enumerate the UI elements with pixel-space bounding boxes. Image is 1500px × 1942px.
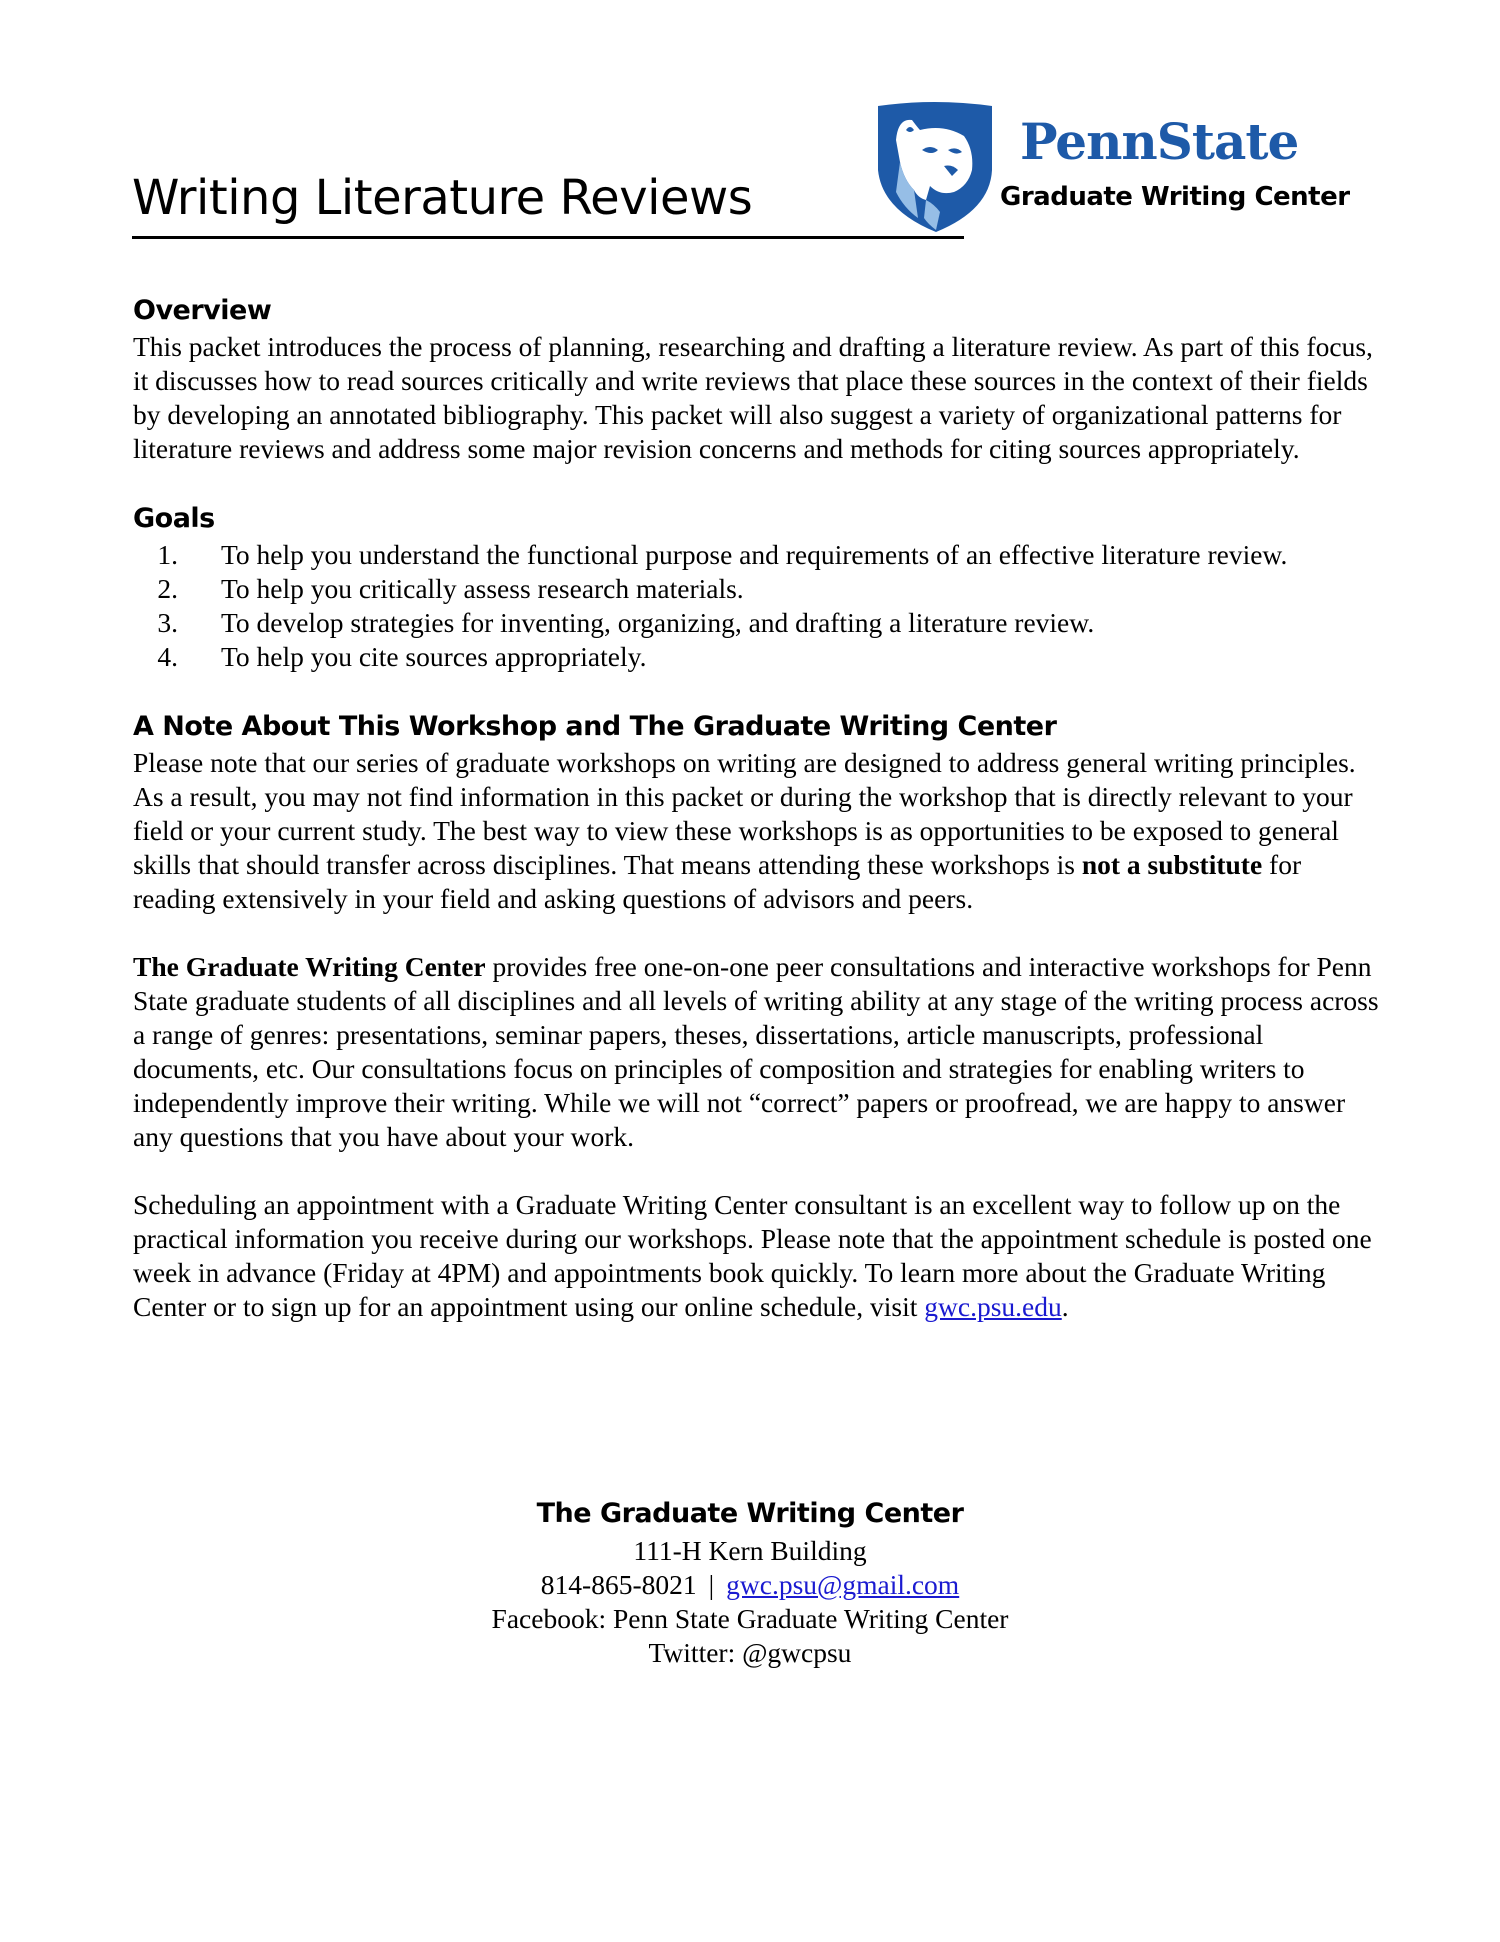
nittany-lion-shield-icon [874, 100, 996, 234]
separator: | [708, 1569, 715, 1600]
penn-state-gwc-logo [874, 100, 1354, 235]
footer-address: 111-H Kern Building [633, 1535, 867, 1566]
goal-number: 4. [157, 641, 178, 672]
overview-heading: Overview [133, 295, 272, 326]
workshop-note-heading: A Note About This Workshop and The Graduate Writing Center [133, 711, 1057, 742]
paragraph-spacer [133, 1154, 1383, 1188]
goals-section [133, 500, 1383, 674]
emphasis-text: not a substitute [1081, 849, 1263, 880]
main-content [133, 292, 1383, 1324]
paragraph-text: Scheduling an appointment with a Graduate Writing Center consultant is an excellent way to follow up on the practical information you receive during our workshops. Please note that the appointment schedule is posted one week in advance (Friday at 4PM) and appointments book quickly. To learn more about the Graduate Writing Center or to sign up for an appointment using our online schedule, visit [133, 1189, 1372, 1322]
footer-heading: The Graduate Writing Center [536, 1498, 964, 1529]
workshop-note-section [133, 708, 1383, 1324]
goal-item [133, 606, 1383, 640]
goal-number: 1. [157, 539, 178, 570]
goal-item [133, 640, 1383, 674]
goal-text: To help you critically assess research materials. [221, 573, 744, 604]
title-underline-divider [132, 236, 964, 239]
gwc-description-paragraph [133, 950, 1383, 1154]
scheduling-paragraph [133, 1188, 1383, 1324]
paragraph-text: . [1061, 1291, 1069, 1322]
goal-item [133, 572, 1383, 606]
penn-state-wordmark: PennState [1020, 112, 1299, 171]
goals-list [133, 538, 1383, 674]
paragraph-text: Please note that our series of graduate workshops on writing are designed to address general writing principles. As a result, you may not find information in this packet or during the workshop that is directly relevant to your field or your current study. The best way to view these workshops is as opportunities to be exposed to general skills that should transfer across disciplines. That means attending these workshops is [133, 747, 1356, 880]
workshop-note-paragraph [133, 746, 1383, 916]
goal-number: 2. [157, 573, 178, 604]
paragraph-text: provides free one-on-one peer consultations and interactive workshops for Penn State graduate students of all disciplines and all levels of writing ability at any stage of the writing process across a range of genres: presentations, seminar papers, theses, dissertations, article manuscripts, professional documents, etc. Our consultations focus on principles of composition and strategies for enabling writers to independently improve their writing. While we will not “correct” papers or proofread, we are happy to answer any questions that you have about your work. [133, 951, 1379, 1152]
goals-heading: Goals [133, 503, 215, 534]
goal-text: To help you cite sources appropriately. [221, 641, 647, 672]
footer-email-link[interactable]: gwc.psu@gmail.com [726, 1569, 960, 1600]
paragraph-spacer [133, 916, 1383, 950]
footer-phone: 814-865-8021 [540, 1569, 697, 1600]
gwc-name-emphasis: The Graduate Writing Center [133, 951, 486, 982]
overview-section [133, 292, 1383, 466]
goal-text: To help you understand the functional purpose and requirements of an effective literature review. [221, 539, 1288, 570]
page-title: Writing Literature Reviews [132, 170, 753, 226]
gwc-website-link[interactable]: gwc.psu.edu [924, 1291, 1062, 1322]
footer-facebook: Facebook: Penn State Graduate Writing Center [491, 1603, 1009, 1634]
goal-number: 3. [157, 607, 178, 638]
goal-text: To develop strategies for inventing, organizing, and drafting a literature review. [221, 607, 1095, 638]
footer-twitter: Twitter: @gwcpsu [648, 1637, 852, 1668]
overview-body: This packet introduces the process of planning, researching and drafting a literature review. As part of this focus, it discusses how to read sources critically and write reviews that place these sources in the context of their fields by developing an annotated bibliography. This packet will also suggest a variety of organizational patterns for literature reviews and address some major revision concerns and methods for citing sources appropriately. [133, 331, 1373, 464]
goal-item [133, 538, 1383, 572]
logo-subtitle: Graduate Writing Center [1000, 182, 1350, 212]
paragraph-text: for reading extensively in your field and asking questions of advisors and peers. [133, 849, 1302, 914]
contact-footer [0, 1494, 1500, 1670]
footer-phone-email [0, 1568, 1500, 1602]
